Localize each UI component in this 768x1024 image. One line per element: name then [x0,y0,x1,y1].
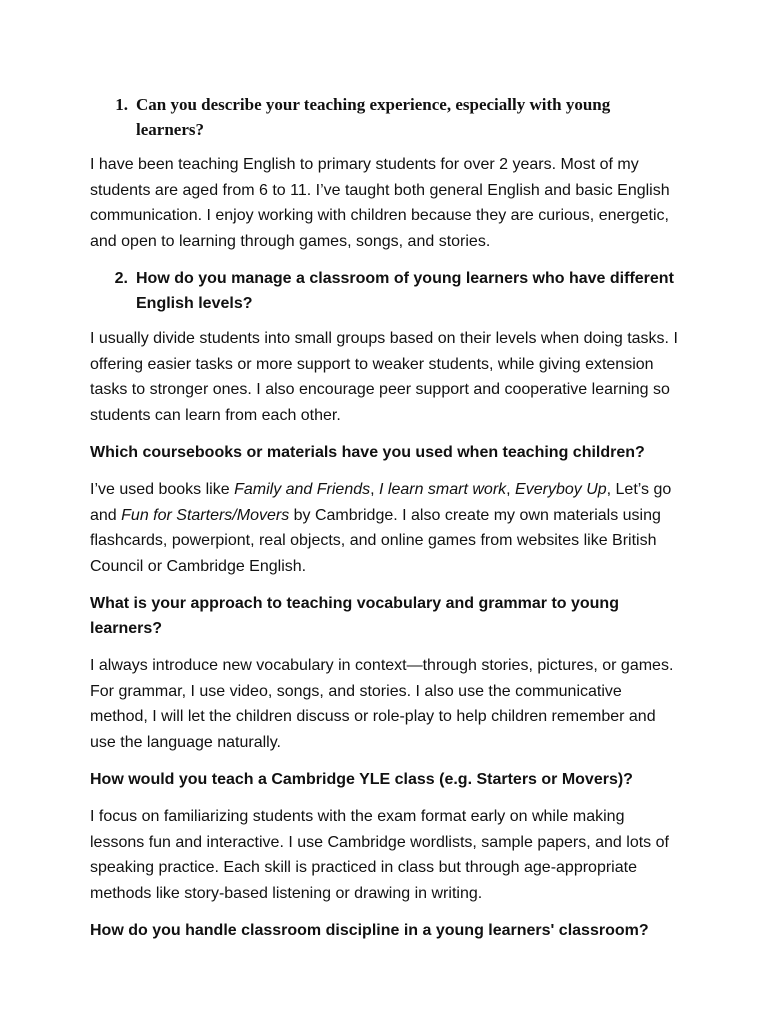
question-6: How do you handle classroom discipline in a young learners' classroom? [90,922,649,939]
document-body [90,92,680,955]
question-1-number: 1. [115,95,128,114]
book-title-family-and-friends: Family and Friends [234,481,371,498]
question-2-number: 2. [114,270,128,287]
question-3: Which coursebooks or materials have you used when teaching children? [90,444,645,461]
answer-3 [90,477,680,579]
answer-3-text-1: I’ve used books like [90,481,235,498]
question-1-text: Can you describe your teaching experience, especially with young learners? [136,95,611,139]
answer-1: I have been teaching English to primary students for over 2 years. Most of my students are aged from 6 to 11. I’ve taught both general English and basic English communication. I enjoy working with children because they are curious, energetic, and open to learning through games, songs, and stories. [90,156,670,250]
book-title-fun-for-starters-movers: Fun for Starters/Movers [121,506,290,524]
question-2-text: How do you manage a classroom of young learners who have different English levels? [136,270,674,312]
answer-5: I focus on familiarizing students with the exam format early on while making lessons fun and interactive. I use Cambridge wordlists, sample papers, and lots of speaking practice. Each skill is practiced in class but through age-appropriate methods like story-based listening or drawing in writing. [90,808,669,902]
answer-3-text-3: , [506,481,516,498]
answer-3-text-4: , Let’s go and [90,481,672,524]
answer-3-text-5: by Cambridge. I also create my own materials using flashcards, powerpiont, real objects, and online games from websites like British Council or Cambridge English. [90,506,661,575]
question-2 [90,266,680,316]
answer-4: I always introduce new vocabulary in context—through stories, pictures, or games. For grammar, I use video, songs, and stories. I also use the communicative method, I will let the children discuss or role-play to help children remember and use the language naturally. [90,657,674,751]
book-title-i-learn-smart-work: I learn smart work [379,481,507,498]
answer-3-text-2: , [370,481,380,498]
question-1 [90,92,680,142]
answer-2: I usually divide students into small groups based on their levels when doing tasks. I offering easier tasks or more support to weaker students, while giving extension tasks to stronger ones. I also encourage peer support and cooperative learning so students can learn from each other. [90,330,678,424]
question-4: What is your approach to teaching vocabulary and grammar to young learners? [90,595,619,637]
question-5: How would you teach a Cambridge YLE class (e.g. Starters or Movers)? [90,771,633,788]
book-title-everyboy-up: Everyboy Up [515,481,607,498]
